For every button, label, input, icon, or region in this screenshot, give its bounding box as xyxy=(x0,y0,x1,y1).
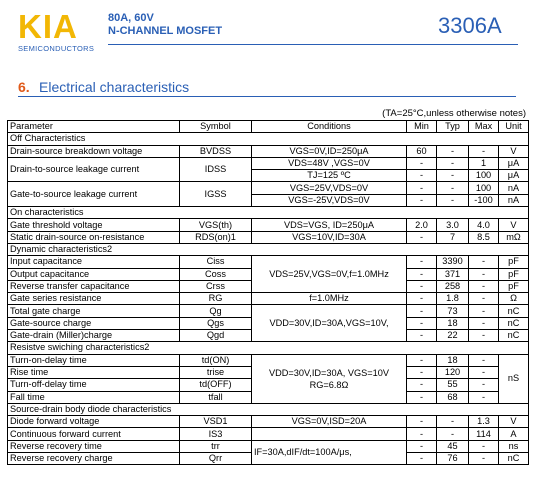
section-label: On characteristics xyxy=(8,207,529,219)
max-cell: - xyxy=(469,354,499,366)
max-cell: - xyxy=(469,440,499,452)
unit-cell: nC xyxy=(499,453,529,465)
param-cell: Reverse recovery charge xyxy=(8,453,180,465)
unit-cell: pF xyxy=(499,256,529,268)
min-cell: - xyxy=(407,293,437,305)
symbol-cell: trise xyxy=(180,366,252,378)
symbol-cell: BVDSS xyxy=(180,145,252,157)
min-cell: - xyxy=(407,440,437,452)
condition-cell xyxy=(252,428,407,440)
min-cell: - xyxy=(407,453,437,465)
table-row xyxy=(8,416,529,428)
switching-condition-2: RG=6.8Ω xyxy=(309,379,349,390)
param-cell: Drain-to-source leakage current xyxy=(8,157,180,182)
logo-subtitle: SEMICONDUCTORS xyxy=(18,44,95,53)
min-cell: - xyxy=(407,268,437,280)
unit-cell: V xyxy=(499,416,529,428)
typ-cell: - xyxy=(437,428,469,440)
param-cell: Static drain-source on-resistance xyxy=(8,231,180,243)
max-cell: 8.5 xyxy=(469,231,499,243)
param-cell: Gate series resistance xyxy=(8,293,180,305)
table-row xyxy=(8,293,529,305)
unit-cell: nC xyxy=(499,305,529,317)
typ-cell: 120 xyxy=(437,366,469,378)
table-row xyxy=(8,428,529,440)
max-cell: 4.0 xyxy=(469,219,499,231)
section-label: Dynamic characteristics2 xyxy=(8,243,529,255)
min-cell: - xyxy=(407,194,437,206)
param-cell: Reverse recovery time xyxy=(8,440,180,452)
condition-cell: TJ=125 ºC xyxy=(252,170,407,182)
typ-cell: 7 xyxy=(437,231,469,243)
min-cell: - xyxy=(407,317,437,329)
unit-cell: nS xyxy=(499,354,529,403)
unit-cell: μA xyxy=(499,157,529,169)
typ-cell: - xyxy=(437,416,469,428)
max-cell: - xyxy=(469,293,499,305)
condition-cell xyxy=(252,354,407,403)
unit-cell: nC xyxy=(499,330,529,342)
unit-cell: A xyxy=(499,428,529,440)
max-cell: - xyxy=(469,305,499,317)
param-cell: Rise time xyxy=(8,366,180,378)
unit-cell: pF xyxy=(499,280,529,292)
typ-cell: 371 xyxy=(437,268,469,280)
param-cell: Input capacitance xyxy=(8,256,180,268)
max-cell: - xyxy=(469,317,499,329)
unit-cell: ns xyxy=(499,440,529,452)
section-number: 6. xyxy=(18,79,30,95)
typ-cell: 258 xyxy=(437,280,469,292)
param-cell: Gate-drain (Miller)charge xyxy=(8,330,180,342)
symbol-cell: Qgd xyxy=(180,330,252,342)
symbol-cell: Coss xyxy=(180,268,252,280)
max-cell: 100 xyxy=(469,170,499,182)
max-cell: 1.3 xyxy=(469,416,499,428)
typ-cell: 1.8 xyxy=(437,293,469,305)
param-cell: Turn-on-delay time xyxy=(8,354,180,366)
section-label: Resistve swiching characteristics2 xyxy=(8,342,529,354)
min-cell: - xyxy=(407,182,437,194)
min-cell: - xyxy=(407,170,437,182)
max-cell: - xyxy=(469,145,499,157)
symbol-cell: IS3 xyxy=(180,428,252,440)
header-cell: Unit xyxy=(499,121,529,133)
condition-cell: f=1.0MHz xyxy=(252,293,407,305)
typ-cell: - xyxy=(437,170,469,182)
symbol-cell: Qgs xyxy=(180,317,252,329)
header-cell: Parameter xyxy=(8,121,180,133)
header-cell: Min xyxy=(407,121,437,133)
max-cell: 114 xyxy=(469,428,499,440)
table-row xyxy=(8,231,529,243)
param-cell: Diode forward voltage xyxy=(8,416,180,428)
max-cell: - xyxy=(469,256,499,268)
min-cell: - xyxy=(407,366,437,378)
condition-cell: VDS=48V ,VGS=0V xyxy=(252,157,407,169)
max-cell: - xyxy=(469,330,499,342)
section-label: Off Characteristics xyxy=(8,133,529,145)
header-cell: Typ xyxy=(437,121,469,133)
section-row xyxy=(8,133,529,145)
test-condition-note: (TA=25°C,unless otherwise notes) xyxy=(382,108,526,119)
table-row xyxy=(8,219,529,231)
max-cell: - xyxy=(469,453,499,465)
typ-cell: 22 xyxy=(437,330,469,342)
section-divider xyxy=(18,96,516,97)
min-cell: - xyxy=(407,354,437,366)
min-cell: - xyxy=(407,157,437,169)
table-row xyxy=(8,440,529,452)
symbol-cell: td(ON) xyxy=(180,354,252,366)
electrical-characteristics-table xyxy=(7,120,529,465)
symbol-cell: Qrr xyxy=(180,453,252,465)
condition-cell: VDS=VGS, ID=250μA xyxy=(252,219,407,231)
min-cell: - xyxy=(407,428,437,440)
unit-cell: mΩ xyxy=(499,231,529,243)
table-row xyxy=(8,157,529,169)
max-cell: -100 xyxy=(469,194,499,206)
part-number: 3306A xyxy=(438,13,502,38)
symbol-cell: IGSS xyxy=(180,182,252,207)
typ-cell: - xyxy=(437,182,469,194)
unit-cell: nC xyxy=(499,317,529,329)
company-logo: KIA xyxy=(18,8,78,45)
max-cell: - xyxy=(469,280,499,292)
switching-condition-1: VDD=30V,ID=30A, VGS=10V xyxy=(269,367,389,378)
section-title: Electrical characteristics xyxy=(39,79,190,95)
max-cell: 1 xyxy=(469,157,499,169)
section-label: Source-drain body diode characteristics xyxy=(8,403,529,415)
condition-cell: VGS=0V,ID=250μA xyxy=(252,145,407,157)
typ-cell: 55 xyxy=(437,379,469,391)
symbol-cell: Qg xyxy=(180,305,252,317)
param-cell: Turn-off-delay time xyxy=(8,379,180,391)
symbol-cell: Crss xyxy=(180,280,252,292)
symbol-cell: RG xyxy=(180,293,252,305)
typ-cell: 3390 xyxy=(437,256,469,268)
max-cell: - xyxy=(469,268,499,280)
param-cell: Continuous forward current xyxy=(8,428,180,440)
table-row xyxy=(8,182,529,194)
typ-cell: 76 xyxy=(437,453,469,465)
min-cell: - xyxy=(407,256,437,268)
unit-cell: μA xyxy=(499,170,529,182)
condition-cell: VGS=-25V,VDS=0V xyxy=(252,194,407,206)
symbol-cell: RDS(on)1 xyxy=(180,231,252,243)
symbol-cell: trr xyxy=(180,440,252,452)
max-cell: - xyxy=(469,366,499,378)
min-cell: 2.0 xyxy=(407,219,437,231)
max-cell: 100 xyxy=(469,182,499,194)
symbol-cell: IDSS xyxy=(180,157,252,182)
condition-cell: VDS=25V,VGS=0V,f=1.0MHz xyxy=(252,256,407,293)
param-cell: Output capacitance xyxy=(8,268,180,280)
section-row xyxy=(8,342,529,354)
param-cell: Total gate charge xyxy=(8,305,180,317)
min-cell: - xyxy=(407,231,437,243)
device-type: N-CHANNEL MOSFET xyxy=(108,25,223,37)
condition-cell: VDD=30V,ID=30A,VGS=10V, xyxy=(252,305,407,342)
max-cell: - xyxy=(469,379,499,391)
section-row xyxy=(8,207,529,219)
unit-cell: V xyxy=(499,145,529,157)
unit-cell: nA xyxy=(499,194,529,206)
typ-cell: 73 xyxy=(437,305,469,317)
typ-cell: 18 xyxy=(437,354,469,366)
unit-cell: Ω xyxy=(499,293,529,305)
min-cell: - xyxy=(407,391,437,403)
param-cell: Gate-to-source leakage current xyxy=(8,182,180,207)
symbol-cell: VGS(th) xyxy=(180,219,252,231)
min-cell: - xyxy=(407,416,437,428)
typ-cell: - xyxy=(437,194,469,206)
condition-cell: VGS=10V,ID=30A xyxy=(252,231,407,243)
table-header-row xyxy=(8,121,529,133)
header-cell: Conditions xyxy=(252,121,407,133)
param-cell: Reverse transfer capacitance xyxy=(8,280,180,292)
unit-cell: pF xyxy=(499,268,529,280)
symbol-cell: Ciss xyxy=(180,256,252,268)
param-cell: Gate threshold voltage xyxy=(8,219,180,231)
param-cell: Gate-source charge xyxy=(8,317,180,329)
typ-cell: 68 xyxy=(437,391,469,403)
typ-cell: 45 xyxy=(437,440,469,452)
symbol-cell: tfall xyxy=(180,391,252,403)
condition-cell: IF=30A,dIF/dt=100A/μs, xyxy=(252,440,407,465)
header-cell: Symbol xyxy=(180,121,252,133)
typ-cell: - xyxy=(437,145,469,157)
table-row xyxy=(8,305,529,317)
table-row xyxy=(8,256,529,268)
param-cell: Drain-source breakdown voltage xyxy=(8,145,180,157)
min-cell: - xyxy=(407,330,437,342)
max-cell: - xyxy=(469,391,499,403)
min-cell: - xyxy=(407,305,437,317)
table-row xyxy=(8,354,529,366)
min-cell: - xyxy=(407,280,437,292)
section-row xyxy=(8,403,529,415)
typ-cell: - xyxy=(437,157,469,169)
symbol-cell: VSD1 xyxy=(180,416,252,428)
symbol-cell: td(OFF) xyxy=(180,379,252,391)
condition-cell: VGS=0V,ISD=20A xyxy=(252,416,407,428)
typ-cell: 18 xyxy=(437,317,469,329)
unit-cell: V xyxy=(499,219,529,231)
table-row xyxy=(8,145,529,157)
header-divider xyxy=(108,44,518,45)
rating-line: 80A, 60V xyxy=(108,12,154,24)
condition-cell: VGS=25V,VDS=0V xyxy=(252,182,407,194)
header-cell: Max xyxy=(469,121,499,133)
param-cell: Fall time xyxy=(8,391,180,403)
section-row xyxy=(8,243,529,255)
unit-cell: nA xyxy=(499,182,529,194)
min-cell: - xyxy=(407,379,437,391)
min-cell: 60 xyxy=(407,145,437,157)
typ-cell: 3.0 xyxy=(437,219,469,231)
